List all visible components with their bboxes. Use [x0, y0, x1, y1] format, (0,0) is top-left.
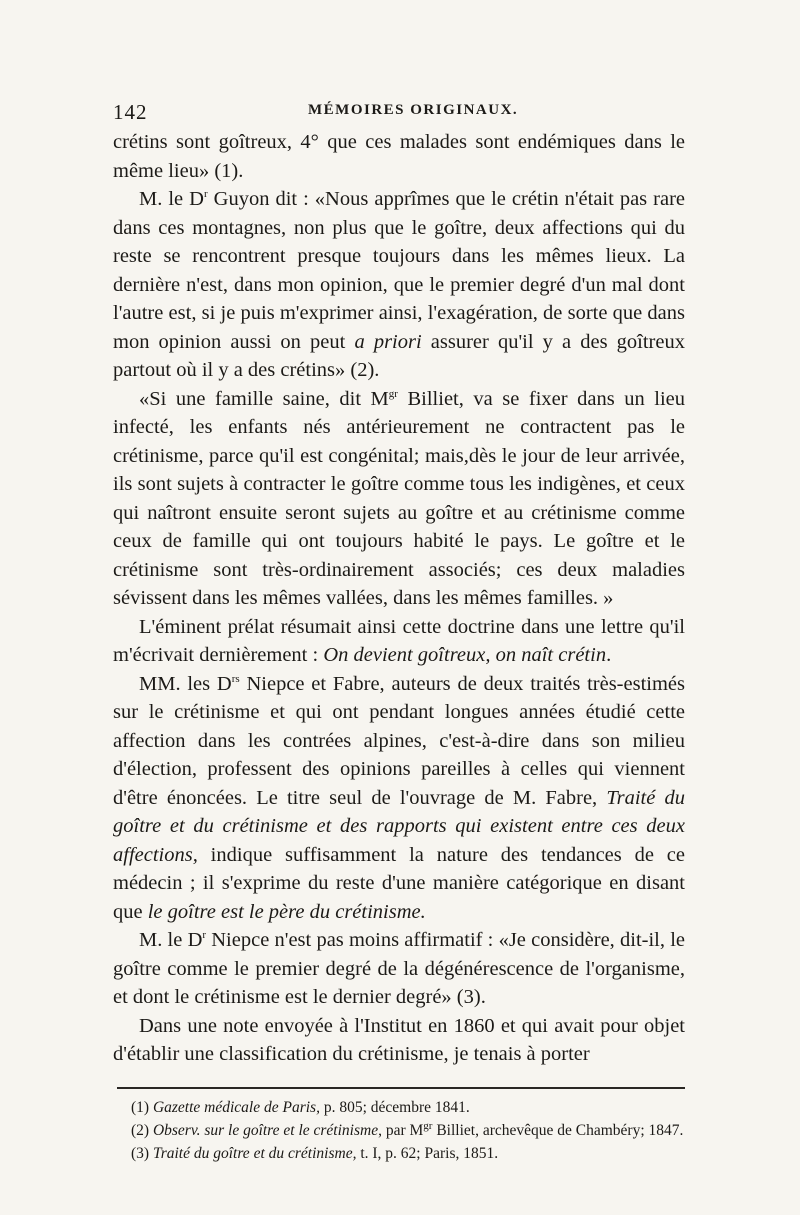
body-text [113, 128, 685, 1069]
text-run: . [606, 644, 612, 666]
text-run: «Si une famille saine, dit M [139, 387, 389, 410]
text-run: indique suffisamment la nature des tendances de ce médecin ; il s'exprime du reste d'une manière catégorique en disant que [113, 843, 685, 923]
footnote-divider [117, 1087, 685, 1089]
italic-text: On devient goîtreux, on naît crétin [323, 644, 607, 666]
text-run: Niepce n'est pas moins affirmatif : «Je considère, dit-il, le goître comme le premier degré de la dégénérescence de l'organisme, et dont le crétinisme est le dernier degré» (3). [113, 929, 685, 1008]
text-run: Niepce et Fabre, auteurs de deux traités très-estimés sur le crétinisme et qui ont pendant longues années étudié cette affection dans les contrées alpines, c'est-à-dire dans son milieu d'élection, professent des opinions pareilles à celles qui viennent d'être énoncées. Le titre seul de l'ouvrage de M. Fabre, [113, 672, 685, 809]
text-run: crétins sont goîtreux, 4° que ces malades sont endémiques dans le même lieu» (1). [113, 131, 685, 182]
text-run: (1) [131, 1099, 153, 1116]
text-run: M. le D [139, 929, 203, 951]
paragraph [113, 185, 685, 385]
paragraph [113, 926, 685, 1012]
superscript-text: r [203, 188, 208, 201]
superscript-text: gr [423, 1119, 433, 1132]
italic-text: le goître est le père du crétinisme. [147, 900, 426, 923]
text-run: (3) [131, 1145, 153, 1162]
superscript-text: rs [231, 672, 240, 685]
paragraph [113, 385, 685, 613]
superscript-text: gr [388, 387, 398, 400]
text-run: MM. les D [139, 672, 232, 695]
footnote [113, 1142, 685, 1165]
text-run: p. 805; décembre 1841. [319, 1099, 470, 1116]
superscript-text: r [202, 929, 207, 942]
footnote [113, 1119, 685, 1142]
text-run: t. I, p. 62; Paris, 1851. [356, 1145, 499, 1162]
text-run: L'éminent prélat résumait ainsi cette doctrine dans une lettre qu'il m'écrivait dernièrement : [113, 615, 685, 666]
text-run: M. le D [139, 188, 204, 210]
text-run: Billiet, archevêque de Chambéry; 1847. [432, 1122, 684, 1139]
italic-text: Observ. sur le goître et le crétinisme [152, 1122, 379, 1139]
footnote [113, 1096, 685, 1119]
italic-text: Traité du goître et du crétinisme et des rapports qui existent entre ces deux affections, [113, 786, 685, 866]
italic-text: Gazette médicale de Paris, [152, 1099, 320, 1116]
paragraph [113, 1012, 685, 1069]
text-run: Billiet, va se fixer dans un lieu infecté, les enfants nés antérieurement ne contractent pas le crétinisme, parce qu'il est congénital; mais,dès le jour de leur arrivée, ils sont sujets à contracter le goître comme tous les indigènes, et ceux qui naîtront ensuite seront sujets au goître et au crétinisme comme ceux de famille qui ont toujours habité le pays. Le goître et le crétinisme sont très-ordinairement associés; ces deux maladies sévissent dans les mêmes vallées, dans les mêmes familles. » [113, 387, 685, 609]
text-run: Guyon dit : «Nous apprîmes que le crétin n'était pas rare dans ces montagnes, non plus que le goître, deux affections qui du reste se rencontrent presque toujours dans les mêmes lieux. La dernière n'est, dans mon opinion, que le premier degré d'un mal dont l'autre est, si je puis m'exprimer ainsi, l'exagération, de sorte que dans mon opinion aussi on peut [113, 188, 686, 353]
text-run: (2) [131, 1122, 153, 1139]
paragraph [113, 613, 685, 670]
page-header [113, 100, 688, 128]
paragraph [113, 128, 685, 185]
running-title: MÉMOIRES ORIGINAUX. [308, 102, 519, 118]
italic-text: Traité du goître et du crétinisme, [152, 1145, 357, 1162]
page-number: 142 [113, 100, 148, 124]
text-run: assurer qu'il y a des goîtreux partout où il y a des crétins» (2). [113, 330, 685, 381]
text-run: , par M [378, 1122, 424, 1139]
italic-text: a priori [354, 330, 422, 353]
paragraph [113, 670, 685, 927]
text-run: Dans une note envoyée à l'Institut en 1860 et qui avait pour objet d'établir une classification du crétinisme, je tenais à porter [113, 1014, 685, 1065]
footnotes [113, 1096, 685, 1165]
